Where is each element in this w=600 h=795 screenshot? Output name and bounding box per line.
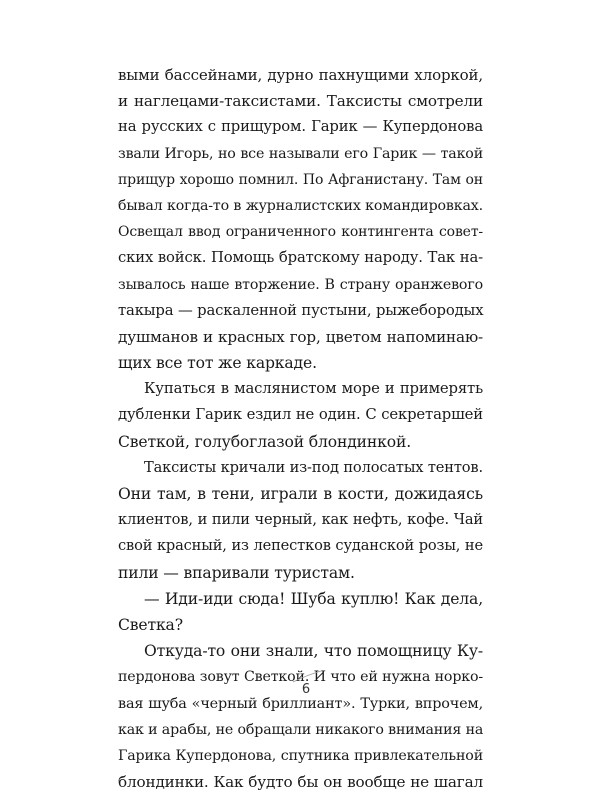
text-line: Они там, в тени, играли в кости, дожидаясь — [118, 485, 483, 503]
page-number: 6 — [301, 682, 311, 697]
text-line: зывалось наше вторжение. В страну оранжевого — [118, 276, 483, 293]
text-line: Светкой, голубоглазой блондинкой. — [118, 432, 412, 451]
text-line: вая шуба «черный бриллиант». Турки, впрочем, — [118, 695, 483, 712]
text-line: Гарика Купердонова, спутника привлекательной — [118, 747, 483, 764]
text-line: прищур хорошо помнил. По Афганистану. Там он — [118, 171, 483, 188]
text-line: Светка? — [118, 615, 183, 634]
text-line: как и арабы, не обращали никакого внимания на — [118, 721, 484, 738]
text-line: свой красный, из лепестков суданской розы, не — [118, 537, 483, 555]
text-line: клиентов, и пили черный, как нефть, кофе. Чай — [118, 511, 483, 529]
text-line: Купаться в маслянистом море и примерять — [144, 380, 483, 398]
text-line: щих все тот же каркаде. — [118, 354, 317, 373]
text-line: душманов и красных гор, цветом напоминаю- — [118, 327, 483, 346]
text-line: Освещал ввод ограниченного контингента совет- — [118, 224, 483, 241]
text-line: — Иди-иди сюда! Шуба куплю! Как дела, — [144, 589, 483, 608]
text-line: на русских с прищуром. Гарик — Купердонова — [118, 118, 483, 136]
text-line: пердонова зовут Светкой. И что ей нужна норко- — [118, 669, 483, 686]
text-line: выми бассейнами, дурно пахнущими хлоркой, — [118, 66, 483, 84]
page-number-ornament — [291, 670, 323, 700]
text-line: Таксисты кричали из-под полосатых тентов. — [144, 458, 483, 476]
text-line: дубленки Гарик ездил не один. С секретаршей — [118, 406, 483, 424]
text-line: и наглецами-таксистами. Таксисты смотрели — [118, 92, 483, 111]
text-line: звали Игорь, но все называли его Гарик — такой — [118, 145, 483, 162]
text-line: пили — впаривали туристам. — [118, 563, 355, 582]
text-line: блондинки. Как будто бы он вообще не шагал — [118, 773, 483, 792]
text-line: такыра — раскаленной пустыни, рыжебородых — [118, 301, 484, 319]
text-line: ских войск. Помощь братскому народу. Так на- — [118, 249, 483, 267]
text-line: бывал когда-то в журналистских командировках. — [118, 197, 483, 214]
text-line: Откуда-то они знали, что помощницу Ку- — [144, 642, 483, 661]
